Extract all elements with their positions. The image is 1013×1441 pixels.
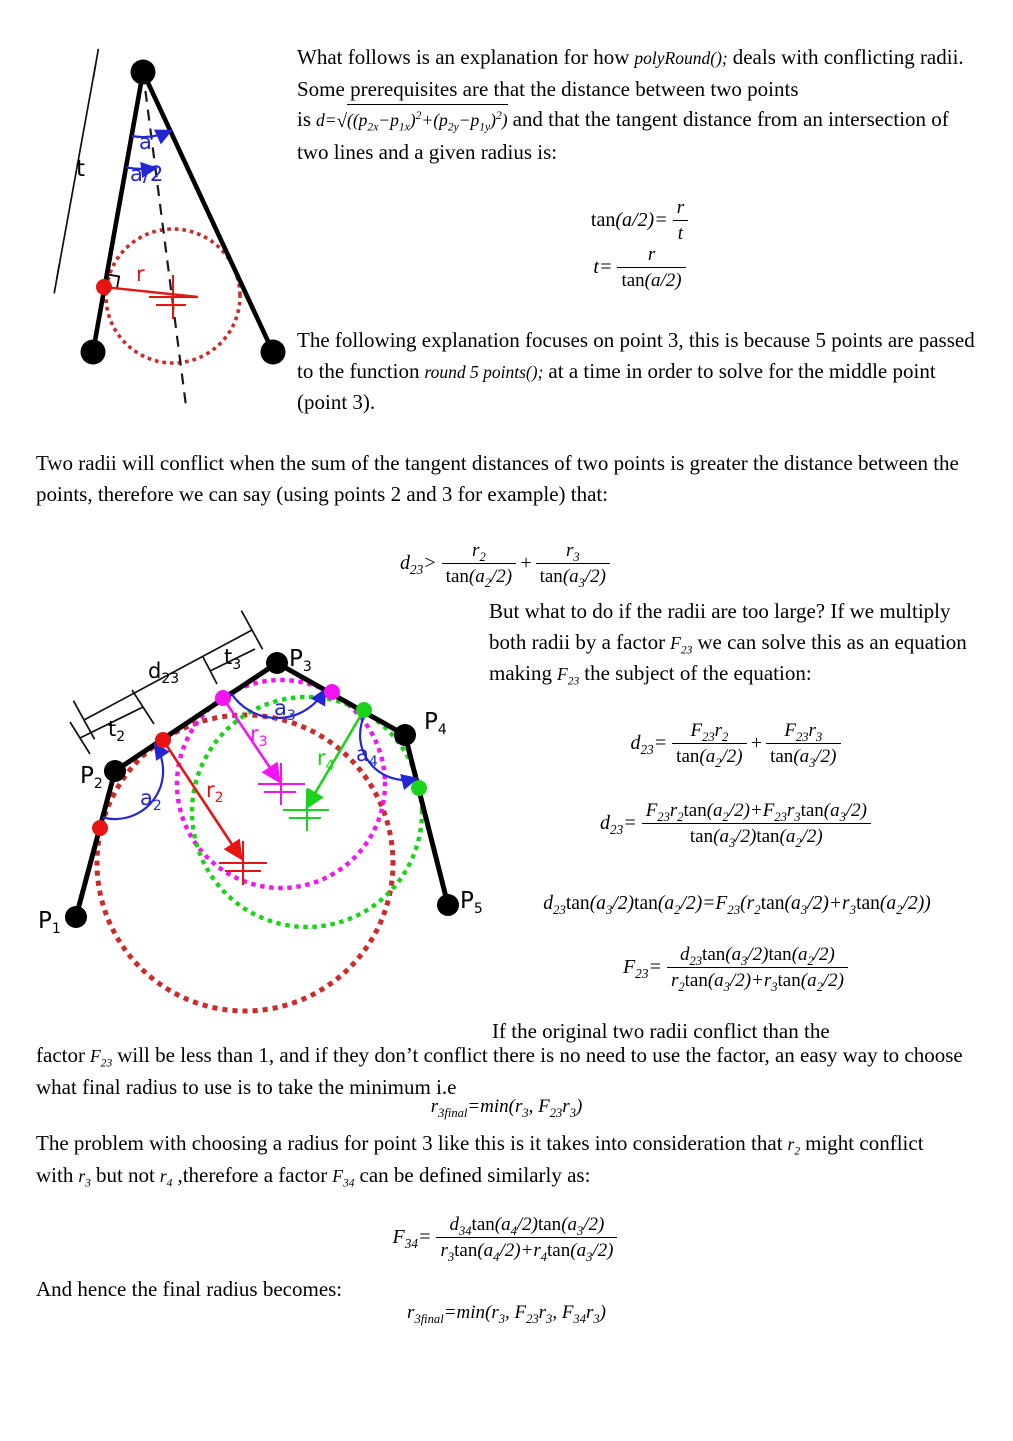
r3-inline-math: $r_3$ xyxy=(78,1165,91,1189)
r2-center-cross xyxy=(219,841,267,885)
fraction: $\frac{d_{23}\tan(a_3/2)\tan(a_2/2)}{r_2\tan(a_3/2)+r_3\tan(a_2/2)}$ xyxy=(667,944,848,992)
t-dimension-tick-top xyxy=(93,49,98,79)
r3-tangent-point-right xyxy=(324,684,340,700)
p5-label: $P_5$ xyxy=(460,888,483,917)
r4-center-cross xyxy=(283,789,329,831)
problem-text-1: The problem with choosing a radius for point 3 like this is it takes into consideration that xyxy=(36,1131,783,1155)
equation-cross-multiplied: $d_{23}\tan(a_3/2)\tan(a_2/2)=F_{23}(r_2\tan(a_3/2)+r_3\tan(a_2/2))$ xyxy=(543,893,931,917)
problem-text-5: can be defined similarly as: xyxy=(359,1162,591,1187)
final-radius-paragraph xyxy=(36,1274,988,1305)
problem-text-2: might conflict with xyxy=(36,1131,924,1187)
radius-line xyxy=(104,287,198,297)
left-leg xyxy=(93,72,143,352)
t-dimension-tick-bottom xyxy=(54,264,59,294)
factor-text-2: we can solve this as an equation making xyxy=(489,629,967,685)
equation-r3final-min: $r_{3final}=\min(r_3$, $F_{23}r_3$) xyxy=(430,1096,583,1120)
f23-inline-math: $F_{23}$ xyxy=(557,664,580,688)
p2-point xyxy=(104,760,126,782)
r2-radius-line xyxy=(163,740,241,858)
problem-text-3: but not xyxy=(95,1162,155,1187)
r3-center-cross xyxy=(258,763,305,805)
tangent-point xyxy=(96,279,112,295)
intro-paragraph xyxy=(297,42,985,167)
t3-label: $t_3$ xyxy=(224,645,242,673)
f34-inline-math: $F_{34}$ xyxy=(332,1165,355,1189)
f23-inline-math: $F_{23}$ xyxy=(89,1046,113,1070)
p1-point xyxy=(65,906,87,928)
fraction: $\frac{F_{23}r_2\tan(a_2/2)+F_{23}r_3\tan(a_3/2)}{\tan(a_3/2)\tan(a_2/2)}$ xyxy=(642,800,871,848)
fraction: $\frac{F_{23}r_3}{\tan(a_3/2)}$ xyxy=(766,720,840,768)
round5points-inline-math: round 5 points(); xyxy=(424,361,544,382)
factor-text-3: the subject of the equation: xyxy=(584,661,812,685)
conflict-paragraph xyxy=(36,448,988,509)
fraction: $\frac{r_3}{\tan(a_3/2)}$ xyxy=(536,540,610,588)
equation-factored-distance: $d_{23}=$ $\frac{F_{23}r_2}{\tan(a_2/2)}$ + $\frac{F_{23}r_3}{\tan(a_3/2)}$ xyxy=(489,720,985,768)
corner-tangent-diagram xyxy=(28,48,290,420)
p2-label: $P_2$ xyxy=(80,763,103,792)
fraction: $\frac{F_{23}r_2}{\tan(a_2/2)}$ xyxy=(672,720,746,768)
r3-tangent-point-left xyxy=(215,690,231,706)
intro-text-2: deals with conflicting radii. Some prerequisites are that the distance between two points is xyxy=(297,45,964,131)
r2-tangent-point-upper xyxy=(155,732,171,748)
intro-text-1: What follows is an explanation for how xyxy=(297,45,630,69)
equation-tangent-distance: t= $\frac{r}{\tan(a/2)}$ xyxy=(297,244,985,292)
fraction: $\frac{r}{t}$ xyxy=(673,197,688,245)
p5-point xyxy=(437,894,459,916)
fraction: $\frac{r}{\tan(a/2)}$ xyxy=(617,244,685,292)
factor-text-1: But what to do if the radii are too large? If we multiply both radii by a factor xyxy=(489,599,951,654)
fraction: $\frac{r_2}{\tan(a_2/2)}$ xyxy=(442,540,516,588)
r4-label: $r_4$ xyxy=(317,746,335,774)
p3-point xyxy=(266,652,288,674)
polyround-inline-math: polyRound(); xyxy=(634,48,728,68)
vertex-point xyxy=(131,60,156,85)
explanation-text-2: at a time in order to solve for the middle point (point 3). xyxy=(297,358,936,414)
r4-inline-math: $r_4$ xyxy=(159,1165,173,1189)
r4-tangent-point-lower xyxy=(411,780,427,796)
r3-label: $r_3$ xyxy=(250,722,268,750)
plus-sign: + xyxy=(519,552,533,575)
t-label: t xyxy=(76,156,86,182)
left-end-point xyxy=(81,340,106,365)
polyline-p1-p5 xyxy=(76,663,448,917)
intro-text-3: and that the tangent distance from an intersection of two lines and a given radius is: xyxy=(297,107,949,164)
r-label: r xyxy=(136,262,145,286)
center-cross xyxy=(149,275,197,319)
r4-tangent-point-upper xyxy=(356,702,372,718)
fraction: $\frac{d_{34}\tan(a_4/2)\tan(a_3/2)}{r_3\tan(a_4/2)+r_4\tan(a_3/2)}$ xyxy=(436,1214,617,1262)
equation-conflict-inequality: $d_{23}>$ $\frac{r_2}{\tan(a_2/2)}$ + $\frac{r_3}{\tan(a_3/2)}$ xyxy=(0,540,1013,588)
p4-point xyxy=(394,724,416,746)
f23-inline-math: $F_{23}$ xyxy=(670,632,693,656)
r2-tangent-point-lower xyxy=(92,820,108,836)
explanation-paragraph xyxy=(297,325,985,418)
a-label: a xyxy=(139,130,152,154)
plus-sign: + xyxy=(749,732,764,755)
minimum-lead-text: If the original two radii conflict than the xyxy=(492,1019,830,1043)
equation-f34: $F_{34}=$ $\frac{d_{34}\tan(a_4/2)\tan(a_3/2)}{r_3\tan(a_4/2)+r_4\tan(a_3/2)}$ xyxy=(0,1214,1013,1262)
minimum-text-1: factor xyxy=(36,1043,85,1067)
equation-final-radius: $r_{3final}=\min(r_3$, $F_{23}r_3$, $F_{34}r_3$) xyxy=(407,1302,606,1326)
equation-combined-fraction: $d_{23}=$ $\frac{F_{23}r_2\tan(a_2/2)+F_{23}r_3\tan(a_3/2)}{\tan(a_3/2)\tan(a_2/2)}$ xyxy=(489,800,985,848)
a-half-label: a/2 xyxy=(130,162,164,186)
equation-f23-solved: $F_{23}=$ $\frac{d_{23}\tan(a_3/2)\tan(a_2/2)}{r_2\tan(a_3/2)+r_3\tan(a_2/2)}$ xyxy=(489,944,985,992)
a2-label: $a_2$ xyxy=(140,786,162,814)
equation-tan-half-angle: tan(a/2)= $\frac{r}{t}$ xyxy=(297,197,985,245)
p1-label: $P_1$ xyxy=(38,908,61,937)
r2-inline-math: $r_2$ xyxy=(787,1134,801,1158)
problem-paragraph xyxy=(36,1128,988,1191)
minimum-text-2: will be less than 1, and if they don’t conflict there is no need to use the factor, an easy way to choose what final radius to use is to take the minimum i.e xyxy=(36,1043,963,1099)
final-radius-text: And hence the final radius becomes: xyxy=(36,1277,343,1301)
conflict-text: Two radii will conflict when the sum of the tangent distances of two points is greater the distance between the points, therefore we can say (using points 2 and 3 for example) that: xyxy=(36,451,959,506)
distance-formula-inline: $d=√((p_{2x}-p_{1x})^2+(p_{2y}-p_{1y})^2)$ xyxy=(316,110,508,130)
polygon-fillet-diagram xyxy=(30,598,500,1028)
t2-label: $t_2$ xyxy=(108,717,126,745)
r2-label: $r_2$ xyxy=(206,778,224,806)
right-end-point xyxy=(261,340,286,365)
p4-label: $P_4$ xyxy=(424,709,447,738)
a3-label: $a_3$ xyxy=(274,696,296,724)
problem-text-4: ,therefore a factor xyxy=(177,1162,328,1187)
minimum-paragraph xyxy=(36,1040,988,1102)
right-leg xyxy=(143,72,273,352)
a4-label: $a_4$ xyxy=(356,742,378,770)
factor-paragraph xyxy=(489,596,985,690)
explanation-text-1: The following explanation focuses on point 3, this is because 5 points are passed to the function xyxy=(297,328,975,383)
p3-label: $P_3$ xyxy=(289,646,312,675)
d23-label: $d_{23}$ xyxy=(148,659,180,687)
